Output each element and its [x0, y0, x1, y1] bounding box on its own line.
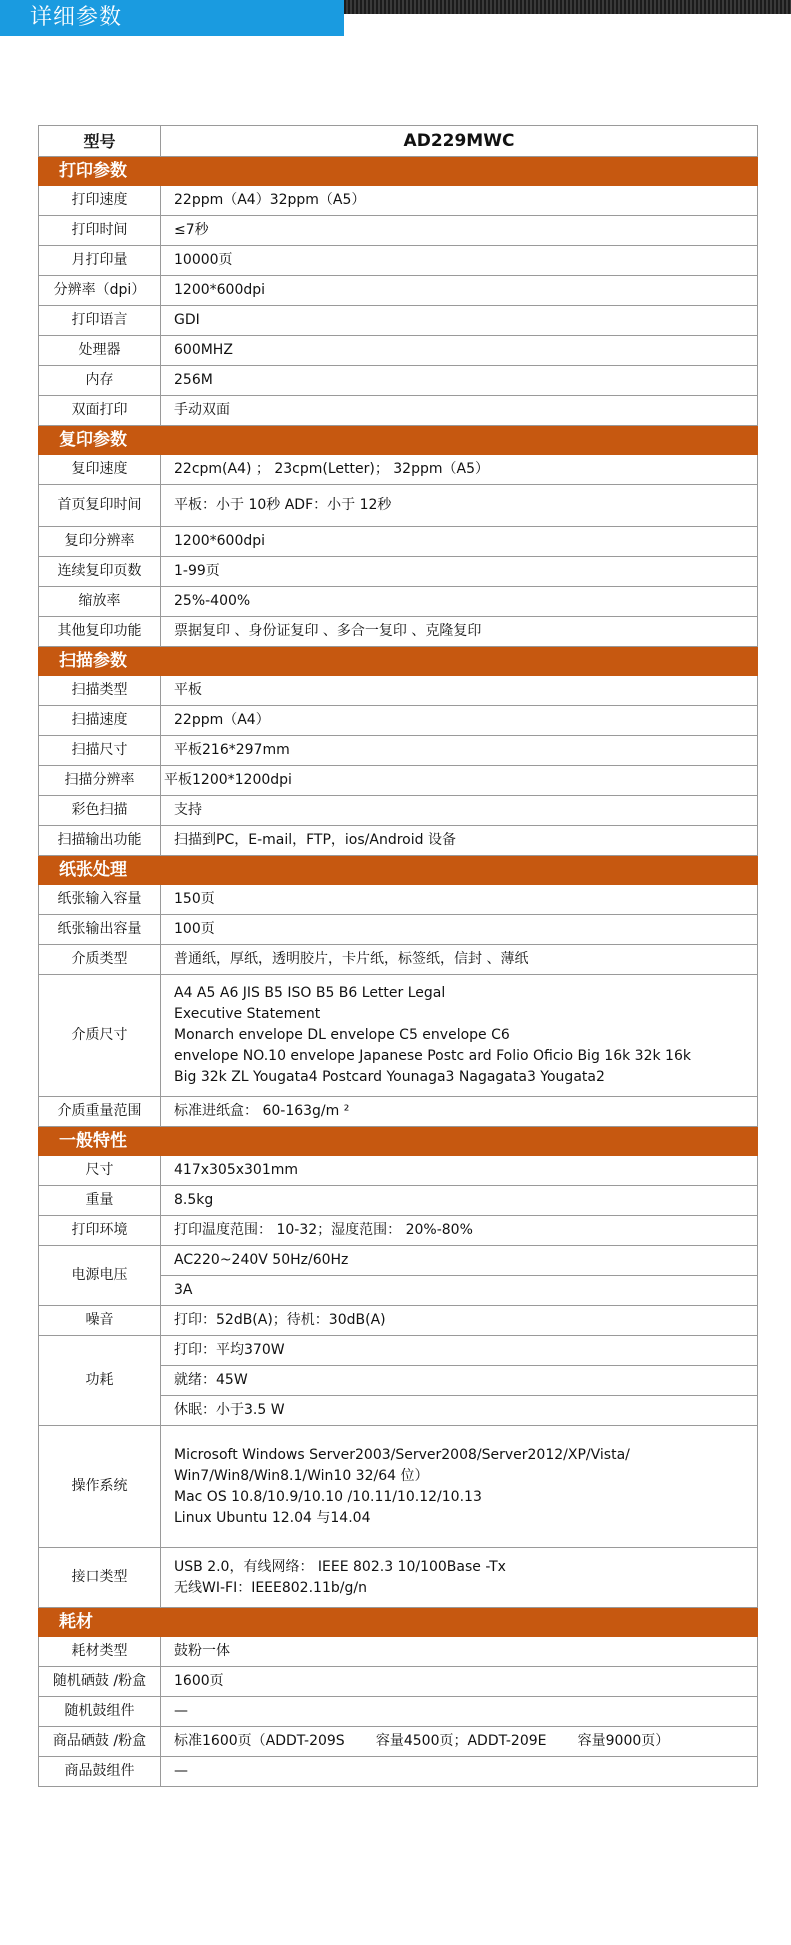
row-value: 平板：小于 10秒 ADF：小于 12秒 [161, 485, 758, 527]
table-row [39, 1306, 758, 1336]
row-label: 尺寸 [39, 1156, 161, 1186]
row-value: 手动双面 [161, 396, 758, 426]
spec-table [38, 125, 758, 1787]
row-value: 3A [161, 1276, 758, 1306]
row-value: 600MHZ [161, 336, 758, 366]
table-row [39, 885, 758, 915]
row-value: GDI [161, 306, 758, 336]
table-row [39, 527, 758, 557]
value-line: USB 2.0，有线网络： IEEE 802.3 10/100Base -Tx [174, 1558, 506, 1575]
row-value: 休眠：小于3.5 W [161, 1396, 758, 1426]
row-value: 平板 [161, 676, 758, 706]
section-title: 一般特性 [39, 1127, 758, 1156]
row-label: 噪音 [39, 1306, 161, 1336]
table-row [39, 557, 758, 587]
row-value: — [161, 1697, 758, 1727]
model-value: AD229MWC [161, 126, 758, 157]
row-value: 扫描到PC，E-mail，FTP，ios/Android 设备 [161, 826, 758, 856]
table-row [39, 1727, 758, 1757]
table-row [39, 455, 758, 485]
table-row [39, 485, 758, 527]
row-label: 重量 [39, 1186, 161, 1216]
table-row [39, 796, 758, 826]
table-row [39, 1697, 758, 1727]
table-row [39, 1186, 758, 1216]
row-value: 平板216*297mm [161, 736, 758, 766]
page-title: 详细参数 [0, 0, 344, 36]
row-value: 标准1600页（ADDT-209S 容量4500页；ADDT-209E 容量9000页） [161, 1727, 758, 1757]
table-row [39, 1667, 758, 1697]
model-label: 型号 [39, 126, 161, 157]
table-row [39, 826, 758, 856]
table-row [39, 706, 758, 736]
table-row [39, 766, 758, 796]
table-row [39, 676, 758, 706]
row-value: ≤7秒 [161, 216, 758, 246]
value-line: Executive Statement [174, 1006, 321, 1022]
table-row [39, 396, 758, 426]
row-value: 1-99页 [161, 557, 758, 587]
row-value: 417x305x301mm [161, 1156, 758, 1186]
row-value: 25%-400% [161, 587, 758, 617]
row-value: 22ppm（A4） [161, 706, 758, 736]
section-title: 打印参数 [39, 157, 758, 186]
table-row [39, 336, 758, 366]
row-value [161, 1426, 758, 1548]
row-label: 电源电压 [39, 1246, 161, 1306]
row-value: 就绪：45W [161, 1366, 758, 1396]
value-line: Monarch envelope DL envelope C5 envelope C6 [174, 1027, 510, 1043]
row-label: 耗材类型 [39, 1637, 161, 1667]
section-header-paper [39, 856, 758, 885]
row-label: 连续复印页数 [39, 557, 161, 587]
row-value [161, 975, 758, 1097]
value-line: Mac OS 10.8/10.9/10.10 /10.11/10.12/10.13 [174, 1488, 482, 1505]
row-label: 介质尺寸 [39, 975, 161, 1097]
row-value: 打印：平均370W [161, 1336, 758, 1366]
section-title: 耗材 [39, 1608, 758, 1637]
section-title: 复印参数 [39, 426, 758, 455]
row-value: 票据复印 、身份证复印 、多合一复印 、克隆复印 [161, 617, 758, 647]
value-line: Big 32k ZL Yougata4 Postcard Younaga3 Nagagata3 Yougata2 [174, 1069, 605, 1085]
row-value: 鼓粉一体 [161, 1637, 758, 1667]
table-row [39, 216, 758, 246]
row-label: 复印分辨率 [39, 527, 161, 557]
table-row [39, 945, 758, 975]
row-value: 1200*600dpi [161, 527, 758, 557]
row-value: 支持 [161, 796, 758, 826]
row-label: 打印环境 [39, 1216, 161, 1246]
row-value [161, 1548, 758, 1608]
row-value: 平板1200*1200dpi [161, 766, 758, 796]
table-row [39, 1336, 758, 1366]
row-label: 双面打印 [39, 396, 161, 426]
row-label: 功耗 [39, 1336, 161, 1426]
row-label: 打印速度 [39, 186, 161, 216]
row-label: 彩色扫描 [39, 796, 161, 826]
value-line: envelope NO.10 envelope Japanese Postc ard Folio Oficio Big 16k 32k 16k [174, 1048, 691, 1064]
row-value: 打印：52dB(A)；待机：30dB(A) [161, 1306, 758, 1336]
row-label: 扫描类型 [39, 676, 161, 706]
row-label: 分辨率（dpi） [39, 276, 161, 306]
value-line: 无线WI-FI：IEEE802.11b/g/n [174, 1579, 367, 1596]
row-label: 扫描尺寸 [39, 736, 161, 766]
row-label: 商品鼓组件 [39, 1757, 161, 1787]
row-label: 内存 [39, 366, 161, 396]
row-label: 商品硒鼓 /粉盒 [39, 1727, 161, 1757]
row-value: 1600页 [161, 1667, 758, 1697]
value-line: Linux Ubuntu 12.04 与14.04 [174, 1509, 371, 1526]
row-label: 扫描分辨率 [39, 766, 161, 796]
section-header-print [39, 157, 758, 186]
row-label: 介质重量范围 [39, 1097, 161, 1127]
value-line: Win7/Win8/Win8.1/Win10 32/64 位） [174, 1467, 429, 1484]
table-row [39, 1246, 758, 1276]
table-row [39, 246, 758, 276]
row-label: 纸张输入容量 [39, 885, 161, 915]
value-line: A4 A5 A6 JIS B5 ISO B5 B6 Letter Legal [174, 985, 446, 1001]
row-label: 首页复印时间 [39, 485, 161, 527]
row-label: 打印语言 [39, 306, 161, 336]
row-value: 22ppm（A4）32ppm（A5） [161, 186, 758, 216]
section-header-scan [39, 647, 758, 676]
row-label: 随机鼓组件 [39, 1697, 161, 1727]
section-header-copy [39, 426, 758, 455]
table-row [39, 1757, 758, 1787]
table-row [39, 306, 758, 336]
row-label: 复印速度 [39, 455, 161, 485]
row-label: 处理器 [39, 336, 161, 366]
row-value: — [161, 1757, 758, 1787]
row-label: 操作系统 [39, 1426, 161, 1548]
row-label: 缩放率 [39, 587, 161, 617]
row-label: 扫描速度 [39, 706, 161, 736]
row-label: 其他复印功能 [39, 617, 161, 647]
row-label: 打印时间 [39, 216, 161, 246]
row-value: 普通纸，厚纸，透明胶片，卡片纸，标签纸，信封 、薄纸 [161, 945, 758, 975]
row-label: 月打印量 [39, 246, 161, 276]
row-label: 介质类型 [39, 945, 161, 975]
row-value: 22cpm(A4) ； 23cpm(Letter)； 32ppm（A5） [161, 455, 758, 485]
row-value: 标准进纸盒： 60-163g/m ² [161, 1097, 758, 1127]
model-row [39, 126, 758, 157]
section-header-general [39, 1127, 758, 1156]
table-row [39, 186, 758, 216]
table-row [39, 276, 758, 306]
row-label: 接口类型 [39, 1548, 161, 1608]
row-value: 8.5kg [161, 1186, 758, 1216]
table-row [39, 1637, 758, 1667]
table-row [39, 1156, 758, 1186]
table-row [39, 1216, 758, 1246]
table-row [39, 1548, 758, 1608]
row-value: AC220~240V 50Hz/60Hz [161, 1246, 758, 1276]
row-value: 10000页 [161, 246, 758, 276]
row-label: 随机硒鼓 /粉盒 [39, 1667, 161, 1697]
table-row [39, 1097, 758, 1127]
section-title: 扫描参数 [39, 647, 758, 676]
header-band [0, 0, 791, 36]
row-value: 150页 [161, 885, 758, 915]
row-value: 1200*600dpi [161, 276, 758, 306]
table-row [39, 366, 758, 396]
value-line: Microsoft Windows Server2003/Server2008/Server2012/XP/Vista/ [174, 1446, 630, 1463]
table-row [39, 736, 758, 766]
section-header-consumables [39, 1608, 758, 1637]
table-row [39, 1426, 758, 1548]
row-value: 打印温度范围： 10-32；湿度范围： 20%-80% [161, 1216, 758, 1246]
row-label: 纸张输出容量 [39, 915, 161, 945]
row-label: 扫描输出功能 [39, 826, 161, 856]
table-row [39, 915, 758, 945]
section-title: 纸张处理 [39, 856, 758, 885]
row-value: 100页 [161, 915, 758, 945]
row-value: 256M [161, 366, 758, 396]
table-row [39, 617, 758, 647]
table-row [39, 587, 758, 617]
table-row [39, 975, 758, 1097]
